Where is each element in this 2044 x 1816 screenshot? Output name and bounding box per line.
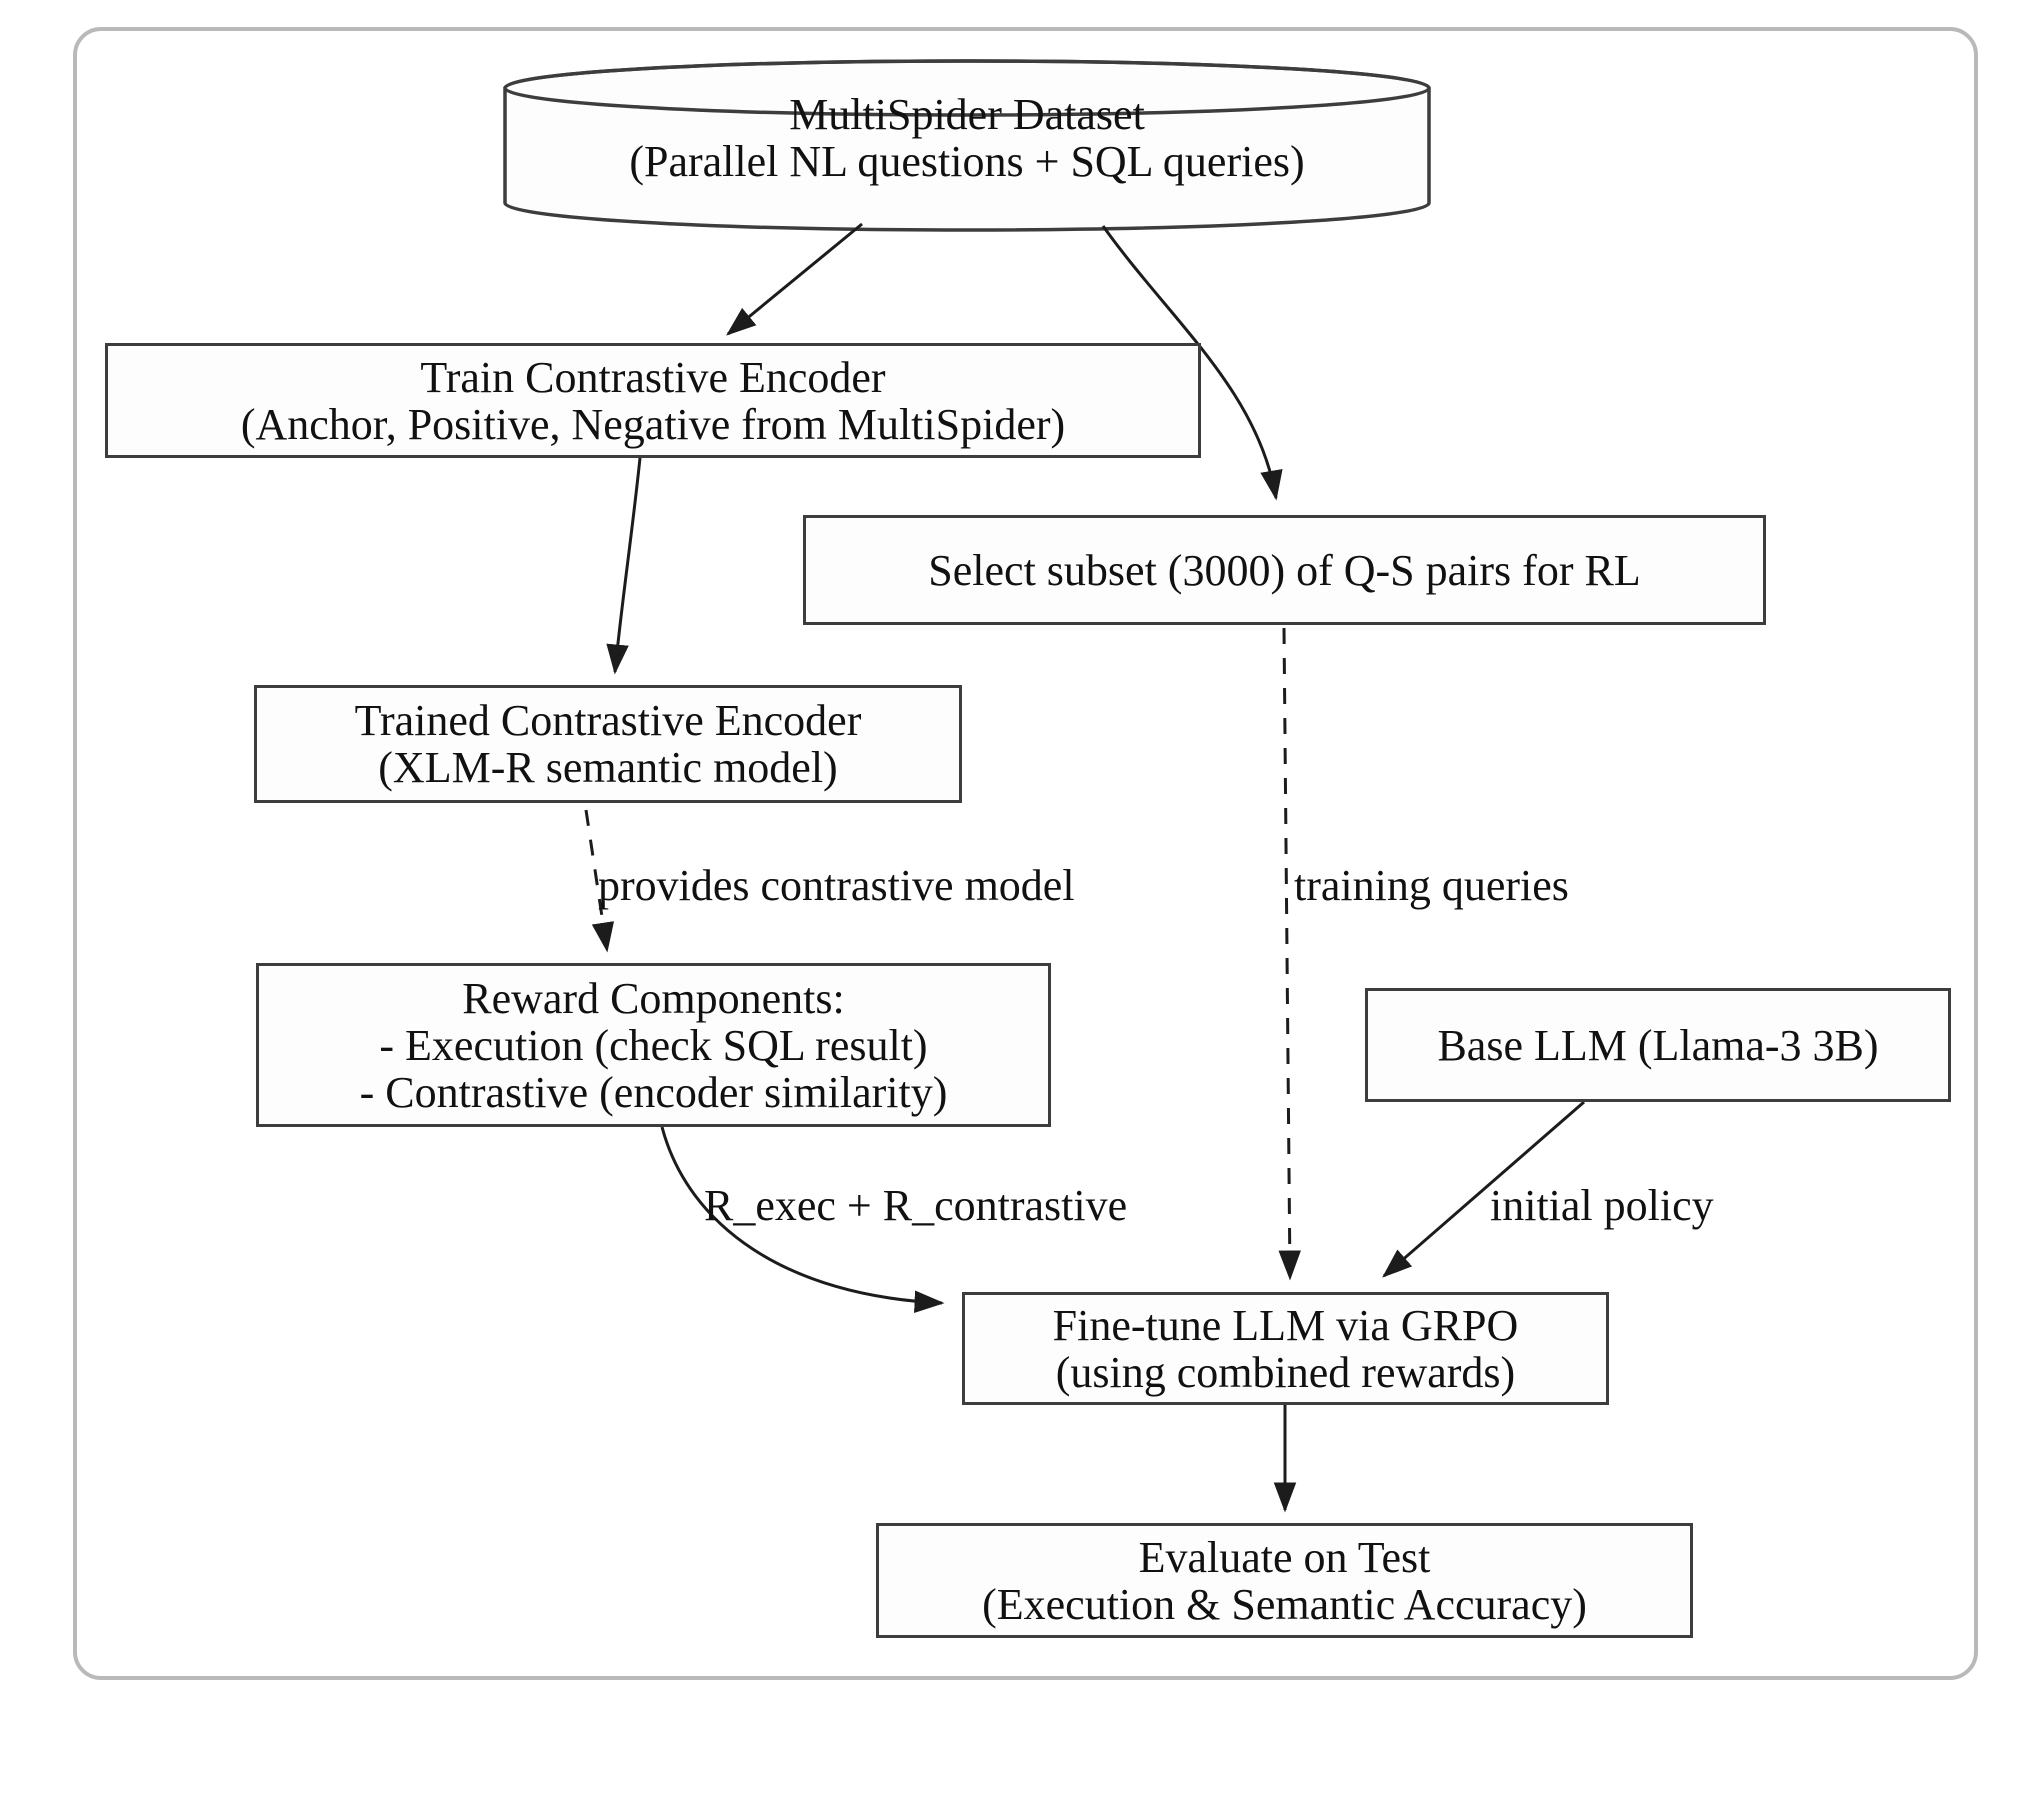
node-label-line: - Contrastive (encoder similarity) — [359, 1067, 948, 1117]
node-label-line: Trained Contrastive Encoder — [354, 696, 862, 745]
node-finetune-grpo — [962, 1292, 1609, 1405]
node-label-line: Evaluate on Test — [1138, 1532, 1431, 1582]
node-trained-contrastive-encoder — [254, 685, 962, 803]
node-label-line: (XLM-R semantic model) — [378, 743, 838, 792]
edge-label-reward-sum: R_exec + R_contrastive — [704, 1181, 1128, 1230]
node-label-line: Fine-tune LLM via GRPO — [1052, 1300, 1519, 1350]
node-select-subset — [803, 515, 1766, 625]
node-label-line: MultiSpider Dataset — [789, 90, 1145, 139]
node-base-llm — [1365, 988, 1951, 1102]
edge-label-training-queries: training queries — [1294, 861, 1569, 910]
node-label-line: (Parallel NL questions + SQL queries) — [629, 137, 1305, 186]
node-label-line: Train Contrastive Encoder — [420, 352, 886, 402]
node-label-line: (using combined rewards) — [1055, 1347, 1516, 1397]
node-reward-components — [256, 963, 1051, 1127]
edge-label-provides-contrastive-model: provides contrastive model — [598, 861, 1075, 910]
node-label-line: (Anchor, Positive, Negative from MultiSpider) — [240, 399, 1066, 449]
node-label-line: - Execution (check SQL result) — [379, 1020, 928, 1070]
node-label-line: Select subset (3000) of Q-S pairs for RL — [928, 545, 1641, 595]
node-multispider-dataset — [505, 76, 1429, 200]
outer-frame — [75, 29, 1976, 1678]
node-label-line: (Execution & Semantic Accuracy) — [982, 1579, 1587, 1629]
node-label-line: Reward Components: — [462, 973, 845, 1023]
edge-label-initial-policy: initial policy — [1490, 1181, 1714, 1230]
node-evaluate-on-test — [876, 1523, 1693, 1638]
node-train-contrastive-encoder — [105, 343, 1201, 458]
node-label-line: Base LLM (Llama-3 3B) — [1437, 1020, 1879, 1070]
